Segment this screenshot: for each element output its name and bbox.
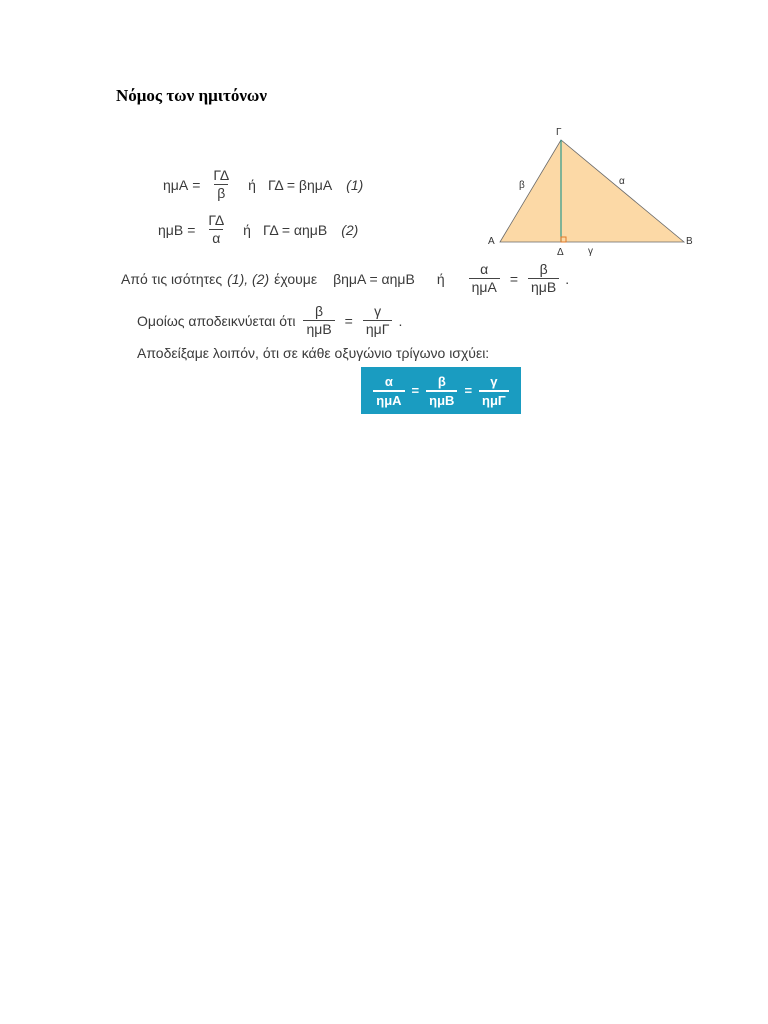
- line3-refs: (1), (2): [227, 270, 270, 287]
- foot-label-d: Δ: [557, 247, 564, 257]
- triangle-shape: [500, 140, 684, 242]
- eq2-fraction: [205, 213, 227, 246]
- triangle-diagram: [484, 122, 704, 257]
- line3-f1-numerator: α: [480, 261, 489, 277]
- line5-text: Αποδείξαμε λοιπόν, ότι σε κάθε οξυγώνιο τρίγωνο ισχύει:: [137, 345, 490, 361]
- eq2-rhs: ΓΔ = αημΒ: [262, 221, 328, 238]
- line3-equals: =: [509, 270, 518, 287]
- result-equals-1: =: [411, 383, 420, 398]
- line4-text: Ομοίως αποδεικνύεται ότι: [137, 312, 296, 329]
- eq2-lhs: ημΒ: [158, 221, 184, 238]
- equation-1: [163, 168, 363, 201]
- line3-mid: έχουμε: [274, 270, 318, 287]
- line3-pre: Από τις ισότητες: [121, 270, 223, 287]
- result-f1-numerator: α: [384, 373, 393, 389]
- eq1-fraction: [210, 168, 232, 201]
- result-f2-numerator: β: [437, 373, 446, 389]
- eq2-or: ή: [243, 221, 251, 238]
- vertex-label-c: Γ: [556, 127, 562, 138]
- line4-f1-numerator: β: [315, 303, 324, 319]
- vertex-label-a: Α: [488, 236, 495, 247]
- derivation-line: [121, 262, 569, 295]
- eq2-denominator: α: [209, 229, 223, 246]
- eq1-numerator: ΓΔ: [213, 167, 230, 183]
- page-title: Νόμος των ημιτόνων: [116, 86, 267, 105]
- line4-f2-numerator: γ: [374, 303, 382, 319]
- eq1-denominator: β: [214, 184, 228, 201]
- line3-or: ή: [436, 270, 445, 287]
- line4-end: .: [398, 312, 403, 329]
- vertex-label-b: Β: [686, 236, 693, 247]
- line4-fraction-1: [303, 304, 334, 337]
- result-fraction-1: [373, 374, 404, 408]
- eq1-equals: =: [192, 176, 201, 193]
- line4-f2-denominator: ημΓ: [363, 320, 393, 337]
- eq2-numerator: ΓΔ: [208, 212, 225, 228]
- result-equals-2: =: [464, 383, 473, 398]
- line3-f1-denominator: ημΑ: [469, 278, 500, 295]
- result-f2-denominator: ημΒ: [426, 390, 457, 408]
- conclusion-line: [137, 345, 489, 361]
- line3-end: .: [565, 270, 570, 287]
- similarly-line: [137, 304, 402, 337]
- result-fraction-2: [426, 374, 457, 408]
- result-f1-denominator: ημΑ: [373, 390, 404, 408]
- line3-fraction-1: [469, 262, 500, 295]
- equation-2: [158, 213, 358, 246]
- line3-f2-denominator: ημΒ: [528, 278, 559, 295]
- result-fraction-3: [479, 374, 509, 408]
- eq1-rhs: ΓΔ = βημΑ: [267, 176, 333, 193]
- law-of-sines-box: [361, 367, 521, 414]
- eq1-ref: (1): [346, 176, 364, 193]
- result-f3-numerator: γ: [490, 373, 498, 389]
- line3-f2-numerator: β: [539, 261, 548, 277]
- eq1-or: ή: [248, 176, 256, 193]
- eq2-equals: =: [187, 221, 196, 238]
- side-label-a: α: [619, 176, 625, 187]
- line4-f1-denominator: ημΒ: [303, 320, 334, 337]
- side-label-b: β: [519, 180, 525, 191]
- line4-equals: =: [344, 312, 353, 329]
- eq1-lhs: ημΑ: [163, 176, 189, 193]
- line3-fraction-2: [528, 262, 559, 295]
- eq2-ref: (2): [341, 221, 359, 238]
- result-f3-denominator: ημΓ: [479, 390, 509, 408]
- line4-fraction-2: [363, 304, 393, 337]
- side-label-c: γ: [588, 246, 593, 257]
- line3-expr: βημΑ = αημΒ: [333, 270, 415, 287]
